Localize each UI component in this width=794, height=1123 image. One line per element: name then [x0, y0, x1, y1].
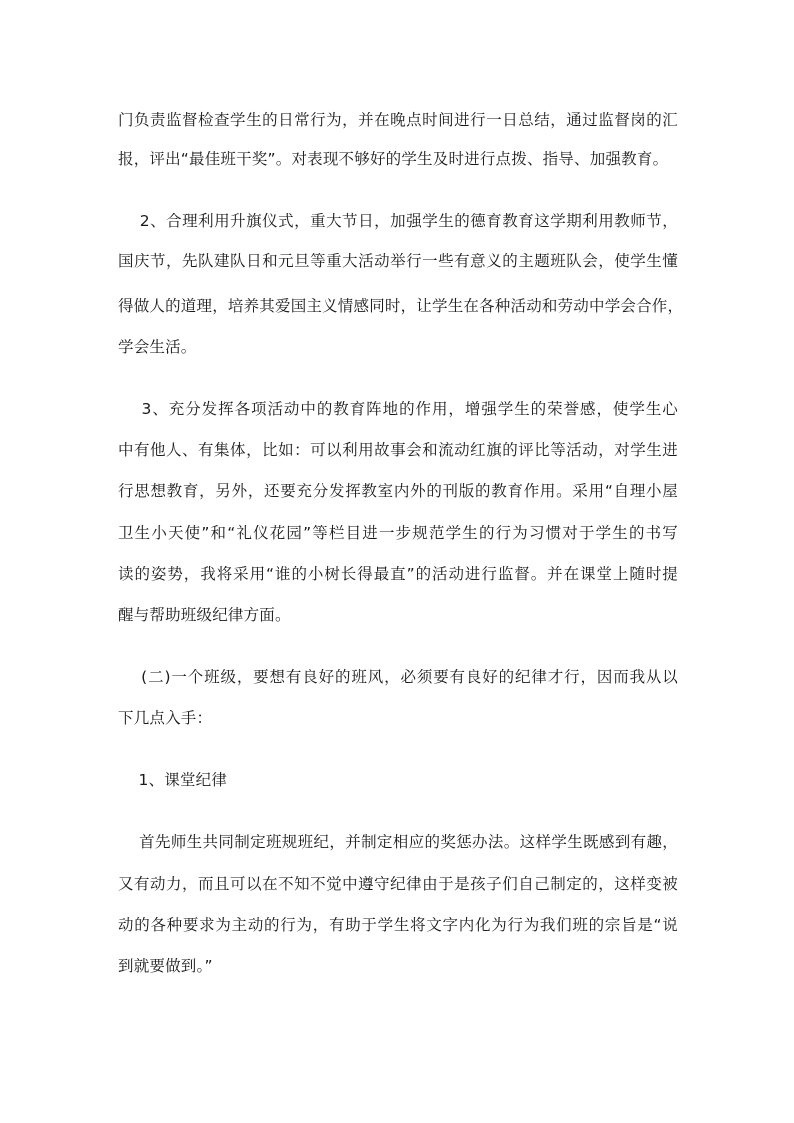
paragraph-6-line-4: 到就要做到。”	[118, 957, 213, 975]
paragraph-6-line-2: 又有动力，而且可以在不知不觉中遵守纪律由于是孩子们自己制定的，这样变被	[118, 875, 678, 893]
paragraph-3-line-2: 中有他人、有集体，比如：可以利用故事会和流动红旗的评比等活动，对学生进	[118, 441, 678, 459]
paragraph-2-line-3: 得做人的道理，培养其爱国主义情感同时，让学生在各种活动和劳动中学会合作，	[118, 297, 684, 315]
section-heading-classroom-discipline: 1、课堂纪律	[118, 771, 228, 789]
paragraph-3-line-1: 3、充分发挥各项活动中的教育阵地的作用，增强学生的荣誉感，使学生心	[118, 400, 678, 418]
paragraph-3-line-6: 醒与帮助班级纪律方面。	[118, 606, 291, 624]
paragraph-2-line-1: 2、合理利用升旗仪式，重大节日，加强学生的德育教育这学期利用教师节，	[118, 212, 678, 230]
paragraph-6-line-1: 首先师生共同制定班规班纪，并制定相应的奖惩办法。这样学生既感到有趣，	[118, 833, 678, 851]
paragraph-3-line-3: 行思想教育，另外，还要充分发挥教室内外的刊版的教育作用。采用“自理小屋	[118, 482, 678, 500]
paragraph-3-line-5: 读的姿势，我将采用“谁的小树长得最直”的活动进行监督。并在课堂上随时提	[118, 565, 678, 583]
paragraph-2-line-4: 学会生活。	[118, 338, 197, 356]
paragraph-1-line-2: 报，评出“最佳班干奖”。对表现不够好的学生及时进行点拨、指导、加强教育。	[118, 150, 669, 168]
paragraph-3-line-4: 卫生小天使”和“礼仪花园”等栏目进一步规范学生的行为习惯对于学生的书写	[118, 524, 678, 542]
paragraph-6-line-3: 动的各种要求为主动的行为，有助于学生将文字内化为行为我们班的宗旨是“说	[118, 916, 678, 934]
paragraph-4-line-2: 下几点入手：	[118, 709, 213, 727]
paragraph-4-line-1: (二)一个班级，要想有良好的班风，必须要有良好的纪律才行，因而我从以	[118, 668, 678, 686]
paragraph-2-line-2: 国庆节，先队建队日和元旦等重大活动举行一些有意义的主题班队会，使学生懂	[118, 252, 678, 270]
paragraph-1-line-1: 门负责监督检查学生的日常行为，并在晚点时间进行一日总结，通过监督岗的汇	[118, 111, 678, 129]
